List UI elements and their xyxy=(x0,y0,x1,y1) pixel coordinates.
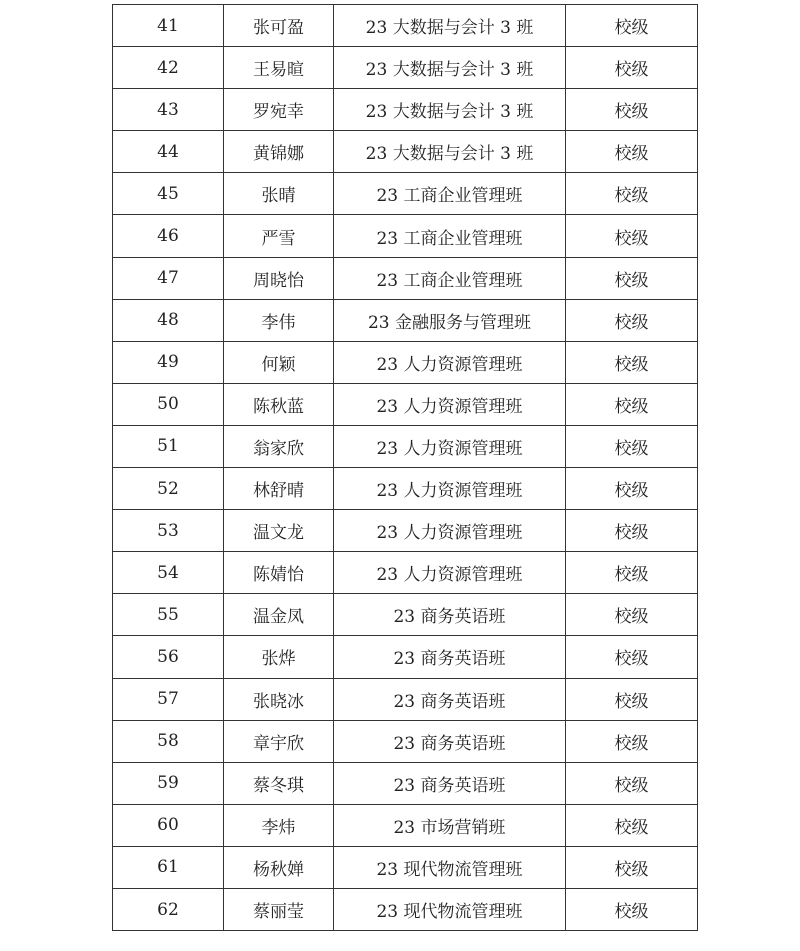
class-name-cell: 23 商务英语班 xyxy=(334,678,566,720)
student-name-cell: 李炜 xyxy=(224,804,334,846)
student-name-cell: 张晴 xyxy=(224,173,334,215)
class-name-cell: 23 工商企业管理班 xyxy=(334,257,566,299)
table-row xyxy=(113,636,698,678)
table-row xyxy=(113,425,698,467)
award-list-table xyxy=(112,4,698,931)
row-number-cell: 61 xyxy=(113,846,224,888)
row-number-cell: 53 xyxy=(113,510,224,552)
table-row xyxy=(113,341,698,383)
student-name-cell: 陈婧怡 xyxy=(224,552,334,594)
table-row xyxy=(113,510,698,552)
award-level-cell: 校级 xyxy=(566,257,698,299)
table-row xyxy=(113,215,698,257)
table-row xyxy=(113,888,698,930)
award-level-cell: 校级 xyxy=(566,468,698,510)
class-name-cell: 23 大数据与会计 3 班 xyxy=(334,47,566,89)
row-number-cell: 60 xyxy=(113,804,224,846)
row-number-cell: 42 xyxy=(113,47,224,89)
award-level-cell: 校级 xyxy=(566,804,698,846)
row-number-cell: 44 xyxy=(113,131,224,173)
row-number-cell: 62 xyxy=(113,888,224,930)
table-row xyxy=(113,678,698,720)
award-level-cell: 校级 xyxy=(566,720,698,762)
student-name-cell: 温文龙 xyxy=(224,510,334,552)
award-level-cell: 校级 xyxy=(566,383,698,425)
class-name-cell: 23 人力资源管理班 xyxy=(334,510,566,552)
class-name-cell: 23 人力资源管理班 xyxy=(334,468,566,510)
class-name-cell: 23 人力资源管理班 xyxy=(334,552,566,594)
award-level-cell: 校级 xyxy=(566,215,698,257)
award-level-cell: 校级 xyxy=(566,510,698,552)
table-row xyxy=(113,383,698,425)
award-level-cell: 校级 xyxy=(566,636,698,678)
class-name-cell: 23 大数据与会计 3 班 xyxy=(334,131,566,173)
table-row xyxy=(113,5,698,47)
award-level-cell: 校级 xyxy=(566,552,698,594)
award-level-cell: 校级 xyxy=(566,888,698,930)
table-row xyxy=(113,47,698,89)
row-number-cell: 58 xyxy=(113,720,224,762)
student-name-cell: 张烨 xyxy=(224,636,334,678)
class-name-cell: 23 商务英语班 xyxy=(334,636,566,678)
table-row xyxy=(113,173,698,215)
class-name-cell: 23 人力资源管理班 xyxy=(334,383,566,425)
row-number-cell: 47 xyxy=(113,257,224,299)
student-name-cell: 林舒晴 xyxy=(224,468,334,510)
student-name-cell: 周晓怡 xyxy=(224,257,334,299)
row-number-cell: 45 xyxy=(113,173,224,215)
table-body xyxy=(113,5,698,931)
award-level-cell: 校级 xyxy=(566,299,698,341)
student-name-cell: 李伟 xyxy=(224,299,334,341)
class-name-cell: 23 金融服务与管理班 xyxy=(334,299,566,341)
student-name-cell: 张可盈 xyxy=(224,5,334,47)
award-level-cell: 校级 xyxy=(566,594,698,636)
row-number-cell: 56 xyxy=(113,636,224,678)
row-number-cell: 51 xyxy=(113,425,224,467)
row-number-cell: 59 xyxy=(113,762,224,804)
row-number-cell: 46 xyxy=(113,215,224,257)
class-name-cell: 23 大数据与会计 3 班 xyxy=(334,89,566,131)
student-name-cell: 何颖 xyxy=(224,341,334,383)
student-name-cell: 温金凤 xyxy=(224,594,334,636)
award-level-cell: 校级 xyxy=(566,341,698,383)
award-level-cell: 校级 xyxy=(566,89,698,131)
student-name-cell: 杨秋婵 xyxy=(224,846,334,888)
table-row xyxy=(113,804,698,846)
table-row xyxy=(113,594,698,636)
class-name-cell: 23 商务英语班 xyxy=(334,720,566,762)
table-row xyxy=(113,299,698,341)
award-level-cell: 校级 xyxy=(566,846,698,888)
row-number-cell: 41 xyxy=(113,5,224,47)
student-name-cell: 王易暄 xyxy=(224,47,334,89)
award-level-cell: 校级 xyxy=(566,425,698,467)
class-name-cell: 23 大数据与会计 3 班 xyxy=(334,5,566,47)
table-row xyxy=(113,257,698,299)
student-name-cell: 张晓冰 xyxy=(224,678,334,720)
table-row xyxy=(113,131,698,173)
award-level-cell: 校级 xyxy=(566,131,698,173)
row-number-cell: 54 xyxy=(113,552,224,594)
class-name-cell: 23 现代物流管理班 xyxy=(334,846,566,888)
student-name-cell: 蔡冬琪 xyxy=(224,762,334,804)
table-row xyxy=(113,846,698,888)
row-number-cell: 57 xyxy=(113,678,224,720)
row-number-cell: 48 xyxy=(113,299,224,341)
class-name-cell: 23 商务英语班 xyxy=(334,762,566,804)
award-level-cell: 校级 xyxy=(566,173,698,215)
student-name-cell: 蔡丽莹 xyxy=(224,888,334,930)
class-name-cell: 23 商务英语班 xyxy=(334,594,566,636)
class-name-cell: 23 人力资源管理班 xyxy=(334,425,566,467)
student-name-cell: 陈秋蓝 xyxy=(224,383,334,425)
class-name-cell: 23 工商企业管理班 xyxy=(334,173,566,215)
class-name-cell: 23 工商企业管理班 xyxy=(334,215,566,257)
student-name-cell: 罗宛幸 xyxy=(224,89,334,131)
table-row xyxy=(113,762,698,804)
row-number-cell: 55 xyxy=(113,594,224,636)
award-level-cell: 校级 xyxy=(566,678,698,720)
row-number-cell: 43 xyxy=(113,89,224,131)
row-number-cell: 50 xyxy=(113,383,224,425)
table-row xyxy=(113,468,698,510)
student-name-cell: 翁家欣 xyxy=(224,425,334,467)
student-name-cell: 黄锦娜 xyxy=(224,131,334,173)
row-number-cell: 49 xyxy=(113,341,224,383)
table-row xyxy=(113,720,698,762)
award-level-cell: 校级 xyxy=(566,762,698,804)
student-name-cell: 严雪 xyxy=(224,215,334,257)
class-name-cell: 23 市场营销班 xyxy=(334,804,566,846)
class-name-cell: 23 人力资源管理班 xyxy=(334,341,566,383)
student-name-cell: 章宇欣 xyxy=(224,720,334,762)
award-level-cell: 校级 xyxy=(566,47,698,89)
table-row xyxy=(113,552,698,594)
table-row xyxy=(113,89,698,131)
award-level-cell: 校级 xyxy=(566,5,698,47)
class-name-cell: 23 现代物流管理班 xyxy=(334,888,566,930)
row-number-cell: 52 xyxy=(113,468,224,510)
